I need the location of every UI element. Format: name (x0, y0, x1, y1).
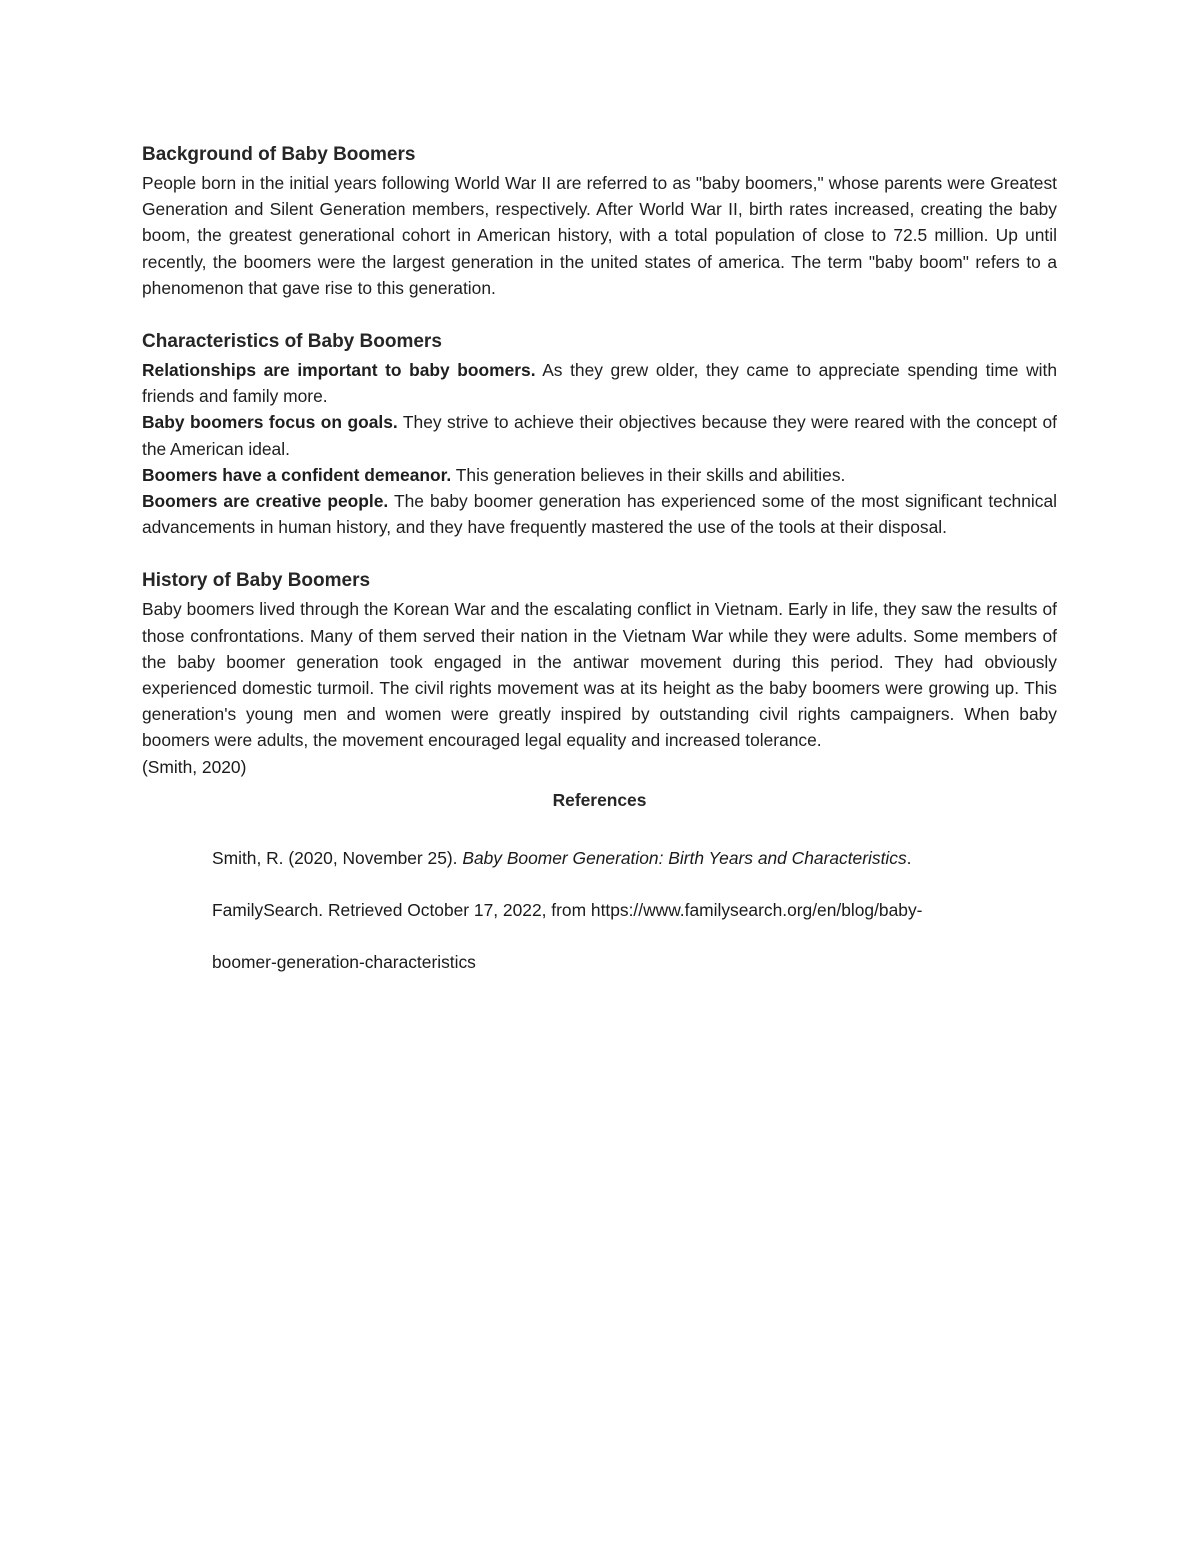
characteristics-heading: Characteristics of Baby Boomers (142, 331, 442, 353)
reference-line-2: FamilySearch. Retrieved October 17, 2022, from https://www.familysearch.org/en/blog/baby- (212, 899, 923, 920)
history-heading: History of Baby Boomers (142, 570, 371, 592)
reference-title: Baby Boomer Generation: Birth Years and Characteristics (462, 847, 907, 868)
characteristic-item (142, 488, 1057, 540)
history-section (142, 566, 1057, 779)
characteristic-item (142, 462, 1057, 488)
references-section (142, 786, 1057, 988)
characteristic-lead: Boomers are creative people. (142, 491, 389, 512)
references-heading: References (552, 789, 647, 810)
reference-line-1 (212, 832, 1057, 884)
characteristic-item (142, 357, 1057, 409)
reference-line-3: boomer-generation-characteristics (212, 951, 476, 972)
characteristics-section (142, 327, 1057, 540)
characteristic-text: As they grew older, they came to appreciate spending time with friends and family more. (142, 360, 1057, 407)
characteristic-text: The baby boomer generation has experienced some of the most significant technical advancements in human history, and they have frequently mastered the use of the tools at their disposal. (142, 491, 1057, 538)
characteristic-lead: Baby boomers focus on goals. (142, 412, 398, 433)
background-heading: Background of Baby Boomers (142, 144, 416, 165)
document-page (142, 140, 1057, 988)
characteristic-text: They strive to achieve their objectives because they were reared with the concept of the American ideal. (142, 412, 1057, 459)
characteristic-lead: Boomers have a confident demeanor. (142, 464, 452, 485)
characteristic-text: This generation believes in their skills and abilities. (451, 464, 846, 485)
reference-author-date: Smith, R. (2020, November 25). (212, 847, 463, 868)
background-paragraph: People born in the initial years following World War II are referred to as "baby boomers," whose parents were Greatest Generation and Silent Generation members, respectively. After World War II, birth rates increased, creating the baby boom, the greatest generational cohort in American history, with a total population of close to 72.5 million. Up until recently, the boomers were the largest generation in the united states of america. The term "baby boom" refers to a phenomenon that gave rise to this generation. (142, 173, 1057, 298)
characteristic-item (142, 409, 1057, 461)
history-paragraph: Baby boomers lived through the Korean War and the escalating conflict in Vietnam. Early in life, they saw the results of those confrontations. Many of them served their nation in the Vietnam War while they were adults. Some members of the baby boomer generation took engaged in the antiwar movement during this period. They had obviously experienced domestic turmoil. The civil rights movement was at its height as the baby boomers were growing up. This generation's young men and women were greatly inspired by outstanding civil rights campaigners. When baby boomers were adults, the movement encouraged legal equality and increased tolerance. (142, 599, 1057, 751)
background-section (142, 140, 1057, 301)
reference-entry (212, 832, 1057, 988)
characteristic-lead: Relationships are important to baby boomers. (142, 360, 536, 381)
in-text-citation: (Smith, 2020) (142, 756, 247, 777)
reference-title-end: . (906, 847, 912, 868)
